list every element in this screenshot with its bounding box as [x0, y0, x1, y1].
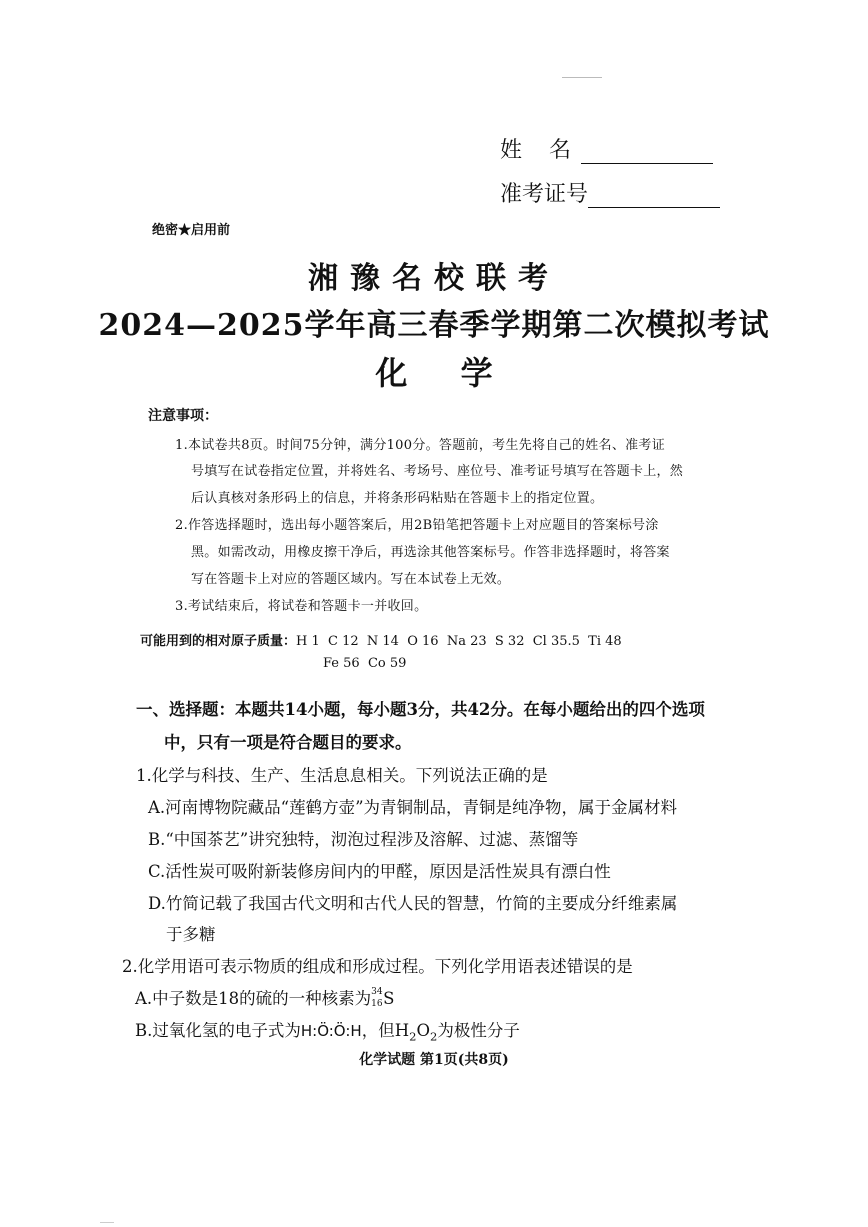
notice-line: 2.作答选择题时，选出每小题答案后，用2B铅笔把答题卡上对应题目的答案标号涂	[175, 518, 659, 533]
scan-mark-bottom	[100, 1222, 114, 1223]
formula-h-sub: 2	[409, 1029, 417, 1044]
notice-line: 黑。如需改动，用橡皮擦干净后，再选涂其他答案标号。作答非选择题时，将答案	[191, 545, 670, 560]
section-heading: 一、选择题：本题共14小题，每小题3分，共42分。在每小题给出的四个选项	[136, 700, 705, 719]
atomic-mass-line	[140, 630, 622, 649]
notice-line: 1.本试卷共8页。时间75分钟，满分100分。答题前，考生先将自己的姓名、准考证	[175, 438, 666, 453]
option-b-post: 为极性分子	[437, 1021, 520, 1040]
exam-id-field[interactable]	[500, 177, 720, 208]
question-1-option-a: A.河南博物院藏品“莲鹤方壶”为青铜制品，青铜是纯净物，属于金属材料	[148, 798, 678, 817]
question-1-stem: 1.化学与科技、生产、生活息息相关。下列说法正确的是	[136, 766, 548, 785]
formula-o: O	[416, 1021, 430, 1040]
name-blank[interactable]	[581, 139, 713, 164]
exam-subtitle: 2024—2025学年高三春季学期第二次模拟考试	[98, 308, 770, 343]
option-b-text: B.过氧化氢的电子式为	[135, 1021, 301, 1040]
notice-line: 3.考试结束后，将试卷和答题卡一并收回。	[175, 599, 428, 614]
formula-h: H	[394, 1021, 410, 1040]
atomic-mass-values: H 1 C 12 N 14 O 16 Na 23 S 32 Cl 35.5 Ti 48	[296, 634, 622, 649]
name-label: 姓 名	[500, 138, 581, 163]
question-2-option-a	[135, 985, 401, 1009]
atomic-mass-values-2: Fe 56 Co 59	[323, 656, 407, 671]
atomic-mass-label: 可能用到的相对原子质量：	[140, 634, 297, 649]
question-2-option-b	[135, 1017, 520, 1043]
question-1-option-d-cont: 于多糖	[166, 925, 216, 944]
notice-line: 号填写在试卷指定位置，并将姓名、考场号、座位号、准考证号填写在答题卡上，然	[191, 464, 684, 479]
formula-o-sub: 2	[429, 1029, 438, 1044]
nuclide-symbol: S	[383, 989, 395, 1008]
electron-formula: H:Ö:Ö:H	[300, 1022, 362, 1040]
question-2-stem: 2.化学用语可表示物质的组成和形成过程。下列化学用语表述错误的是	[122, 957, 633, 976]
section-heading-cont: 中，只有一项是符合题目的要求。	[164, 733, 412, 752]
secret-label: 绝密★启用前	[152, 223, 231, 238]
option-a-text: A.中子数是18的硫的一种核素为	[135, 989, 372, 1008]
scan-mark	[562, 77, 602, 78]
subject-title: 化 学	[375, 354, 493, 392]
option-b-mid: ，但	[361, 1021, 395, 1040]
nuclide-mass-number: 34	[371, 987, 383, 997]
notice-line: 后认真核对条形码上的信息，并将条形码粘贴在答题卡上的指定位置。	[191, 491, 604, 506]
exam-title: 湘豫名校联考	[308, 261, 560, 296]
nuclide-atomic-number: 16	[371, 999, 383, 1009]
question-1-option-c: C.活性炭可吸附新装修房间内的甲醛，原因是活性炭具有漂白性	[148, 862, 611, 881]
page-footer: 化学试题 第1页(共8页)	[359, 1052, 509, 1068]
exam-id-label: 准考证号	[500, 182, 589, 207]
question-1-option-b: B.“中国茶艺”讲究独特，沏泡过程涉及溶解、过滤、蒸馏等	[148, 830, 579, 849]
question-1-option-d: D.竹简记载了我国古代文明和古代人民的智慧，竹简的主要成分纤维素属	[148, 894, 678, 913]
notice-line: 写在答题卡上对应的答题区域内。写在本试卷上无效。	[191, 572, 511, 587]
nuclide-notation	[371, 989, 401, 1009]
notice-heading: 注意事项：	[148, 408, 218, 424]
exam-id-blank[interactable]	[588, 183, 720, 208]
h2o2-formula	[394, 1021, 438, 1044]
name-field[interactable]	[500, 133, 713, 164]
